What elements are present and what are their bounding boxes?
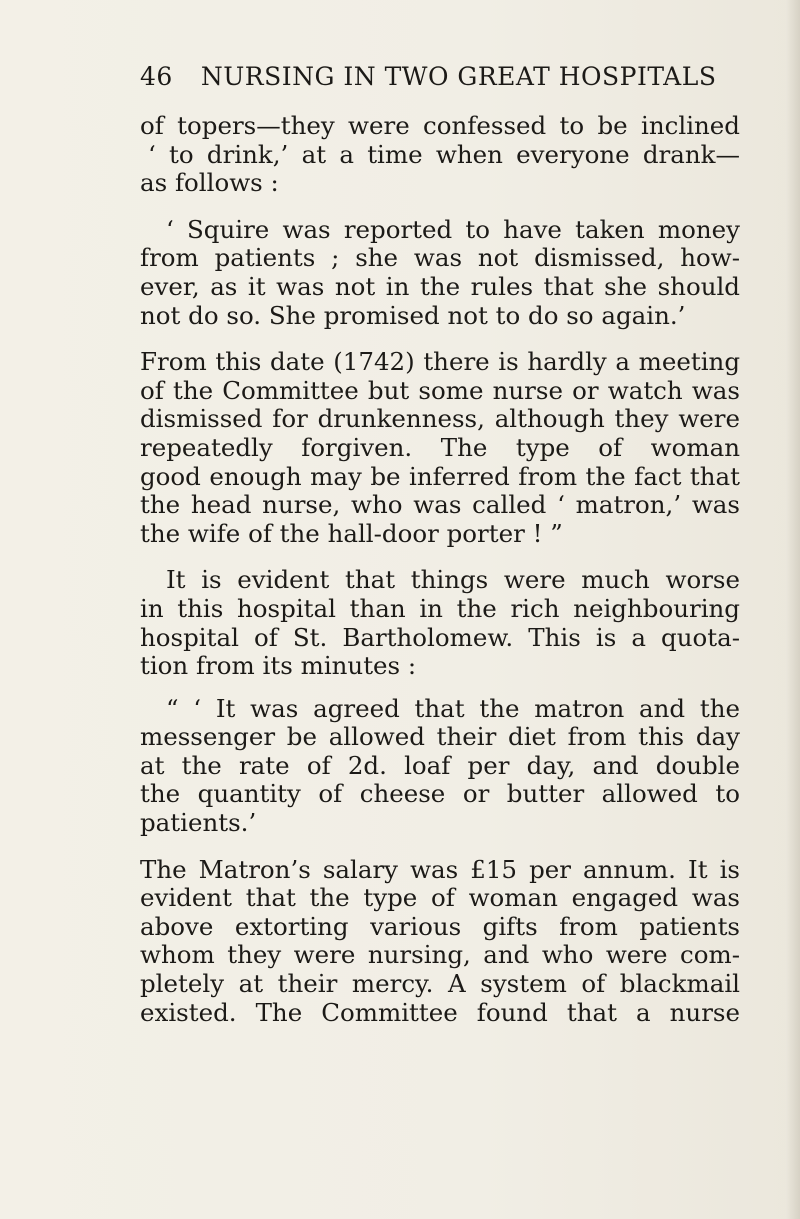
text-line: It is evident that things were much worse [166,566,740,595]
page-body [140,112,740,1027]
running-header [140,62,740,91]
text-line: good enough may be inferred from the fact that [140,462,740,491]
text-line: ‘ Squire was reported to have taken money [166,215,740,244]
text-line: ‘ to drink,’ at a time when everyone drank— [148,140,740,169]
text-line: messenger be allowed their diet from this day [140,723,740,752]
text-line: tion from its minutes : [140,651,417,681]
text-line: of the Committee but some nurse or watch was [140,376,740,405]
text-line: From this date (1742) there is hardly a meeting [140,348,740,377]
text-line: not do so. She promised not to do so again.’ [140,300,686,330]
text-line: ever, as it was not in the rules that she should [140,272,740,301]
text-line: from patients ; she was not dismissed, how- [140,244,740,273]
text-line: The Matron’s salary was £15 per annum. It is [140,855,740,884]
text-line: hospital of St. Bartholomew. This is a quota- [140,623,740,652]
running-title: NURSING IN TWO GREAT HOSPITALS [200,62,717,91]
text-line: “ ‘ It was agreed that the matron and the [166,694,740,723]
text-line: pletely at their mercy. A system of blackmail [140,970,740,999]
text-line: evident that the type of woman engaged was [140,884,740,913]
text-line: at the rate of 2d. loaf per day, and double [140,751,740,780]
text-line: as follows : [140,168,279,198]
text-line: dismissed for drunkenness, although they were [140,405,740,434]
text-line: whom they were nursing, and who were com- [140,941,740,970]
text-line: existed. The Committee found that a nurse [140,998,740,1027]
page-number: 46 [140,62,173,91]
text-line: patients.’ [140,808,257,838]
text-line: the quantity of cheese or butter allowed to [140,780,740,809]
text-line: the wife of the hall-door porter ! ” [140,518,563,548]
text-line: above extorting various gifts from patients [140,912,740,941]
text-line: the head nurse, who was called ‘ matron,’ was [140,491,740,520]
text-line: in this hospital than in the rich neighbouring [140,594,740,623]
text-line: repeatedly forgiven. The type of woman [140,433,740,462]
text-line: of topers—they were confessed to be inclined [140,112,740,140]
page-edge-shadow [786,0,800,1219]
